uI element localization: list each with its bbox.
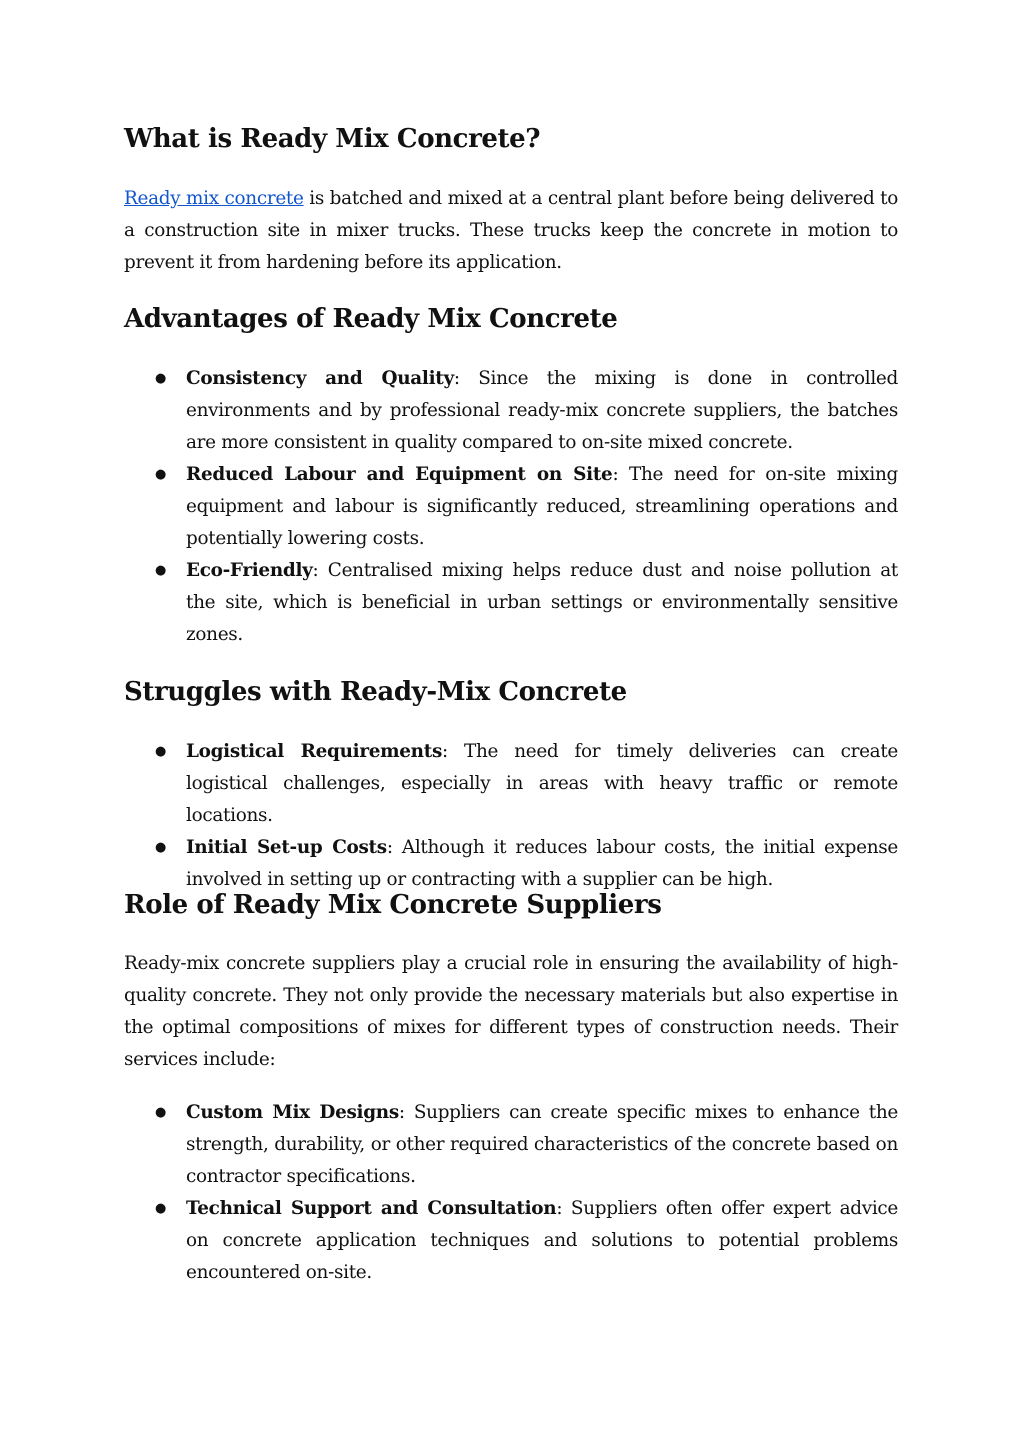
- advantages-list: [124, 363, 898, 651]
- list-item: [124, 736, 898, 832]
- list-item: [124, 363, 898, 459]
- list-item: [124, 832, 898, 896]
- heading-struggles: Struggles with Ready-Mix Concrete: [124, 677, 627, 707]
- struggles-list: [124, 736, 898, 896]
- bullet-icon: ●: [155, 744, 167, 759]
- intro-paragraph: [124, 183, 898, 279]
- bullet-icon: ●: [155, 1201, 167, 1216]
- list-item: [124, 555, 898, 651]
- list-item: [124, 459, 898, 555]
- heading-what-is-ready-mix: What is Ready Mix Concrete?: [124, 124, 541, 154]
- bullet-icon: ●: [155, 840, 167, 855]
- list-item-text: : Suppliers can create specific mixes to enhance the strength, durability, or other required characteristics of the concrete based on contractor specifications.: [186, 1102, 898, 1187]
- list-item-term: Consistency and Quality: [186, 368, 454, 389]
- list-item: [124, 1193, 898, 1289]
- bullet-icon: ●: [155, 467, 167, 482]
- list-item-term: Technical Support and Consultation: [186, 1198, 557, 1219]
- bullet-icon: ●: [155, 563, 167, 578]
- list-item-term: Eco-Friendly: [186, 560, 313, 581]
- list-item-text: : The need for on-site mixing equipment and labour is significantly reduced, streamlining operations and potentially lowering costs.: [186, 464, 898, 549]
- list-item-text: : Although it reduces labour costs, the initial expense involved in setting up or contracting with a supplier can be high.: [186, 837, 898, 890]
- suppliers-paragraph: Ready-mix concrete suppliers play a crucial role in ensuring the availability of high-quality concrete. They not only provide the necessary materials but also expertise in the optimal compositions of mixes for different types of construction needs. Their services include:: [124, 953, 898, 1070]
- bullet-icon: ●: [155, 371, 167, 386]
- intro-paragraph-text: is batched and mixed at a central plant before being delivered to a construction site in mixer trucks. These trucks keep the concrete in motion to prevent it from hardening before its application.: [124, 188, 898, 273]
- list-item-term: Logistical Requirements: [186, 741, 443, 762]
- list-item: [124, 1097, 898, 1193]
- bullet-icon: ●: [155, 1105, 167, 1120]
- services-list: [124, 1097, 898, 1289]
- heading-role-of-suppliers: Role of Ready Mix Concrete Suppliers: [124, 890, 662, 920]
- heading-advantages: Advantages of Ready Mix Concrete: [124, 304, 618, 334]
- ready-mix-concrete-link[interactable]: Ready mix concrete: [124, 188, 304, 209]
- list-item-text: : Since the mixing is done in controlled environments and by professional ready-mix concrete suppliers, the batches are more consistent in quality compared to on-site mixed concrete.: [186, 368, 898, 453]
- list-item-term: Custom Mix Designs: [186, 1102, 399, 1123]
- list-item-text: : Centralised mixing helps reduce dust and noise pollution at the site, which is beneficial in urban settings or environmentally sensitive zones.: [186, 560, 898, 645]
- list-item-text: : Suppliers often offer expert advice on concrete application techniques and solutions to potential problems encountered on-site.: [186, 1198, 898, 1283]
- list-item-term: Reduced Labour and Equipment on Site: [186, 464, 613, 485]
- list-item-term: Initial Set-up Costs: [186, 837, 387, 858]
- list-item-text: : The need for timely deliveries can create logistical challenges, especially in areas with heavy traffic or remote locations.: [186, 741, 899, 826]
